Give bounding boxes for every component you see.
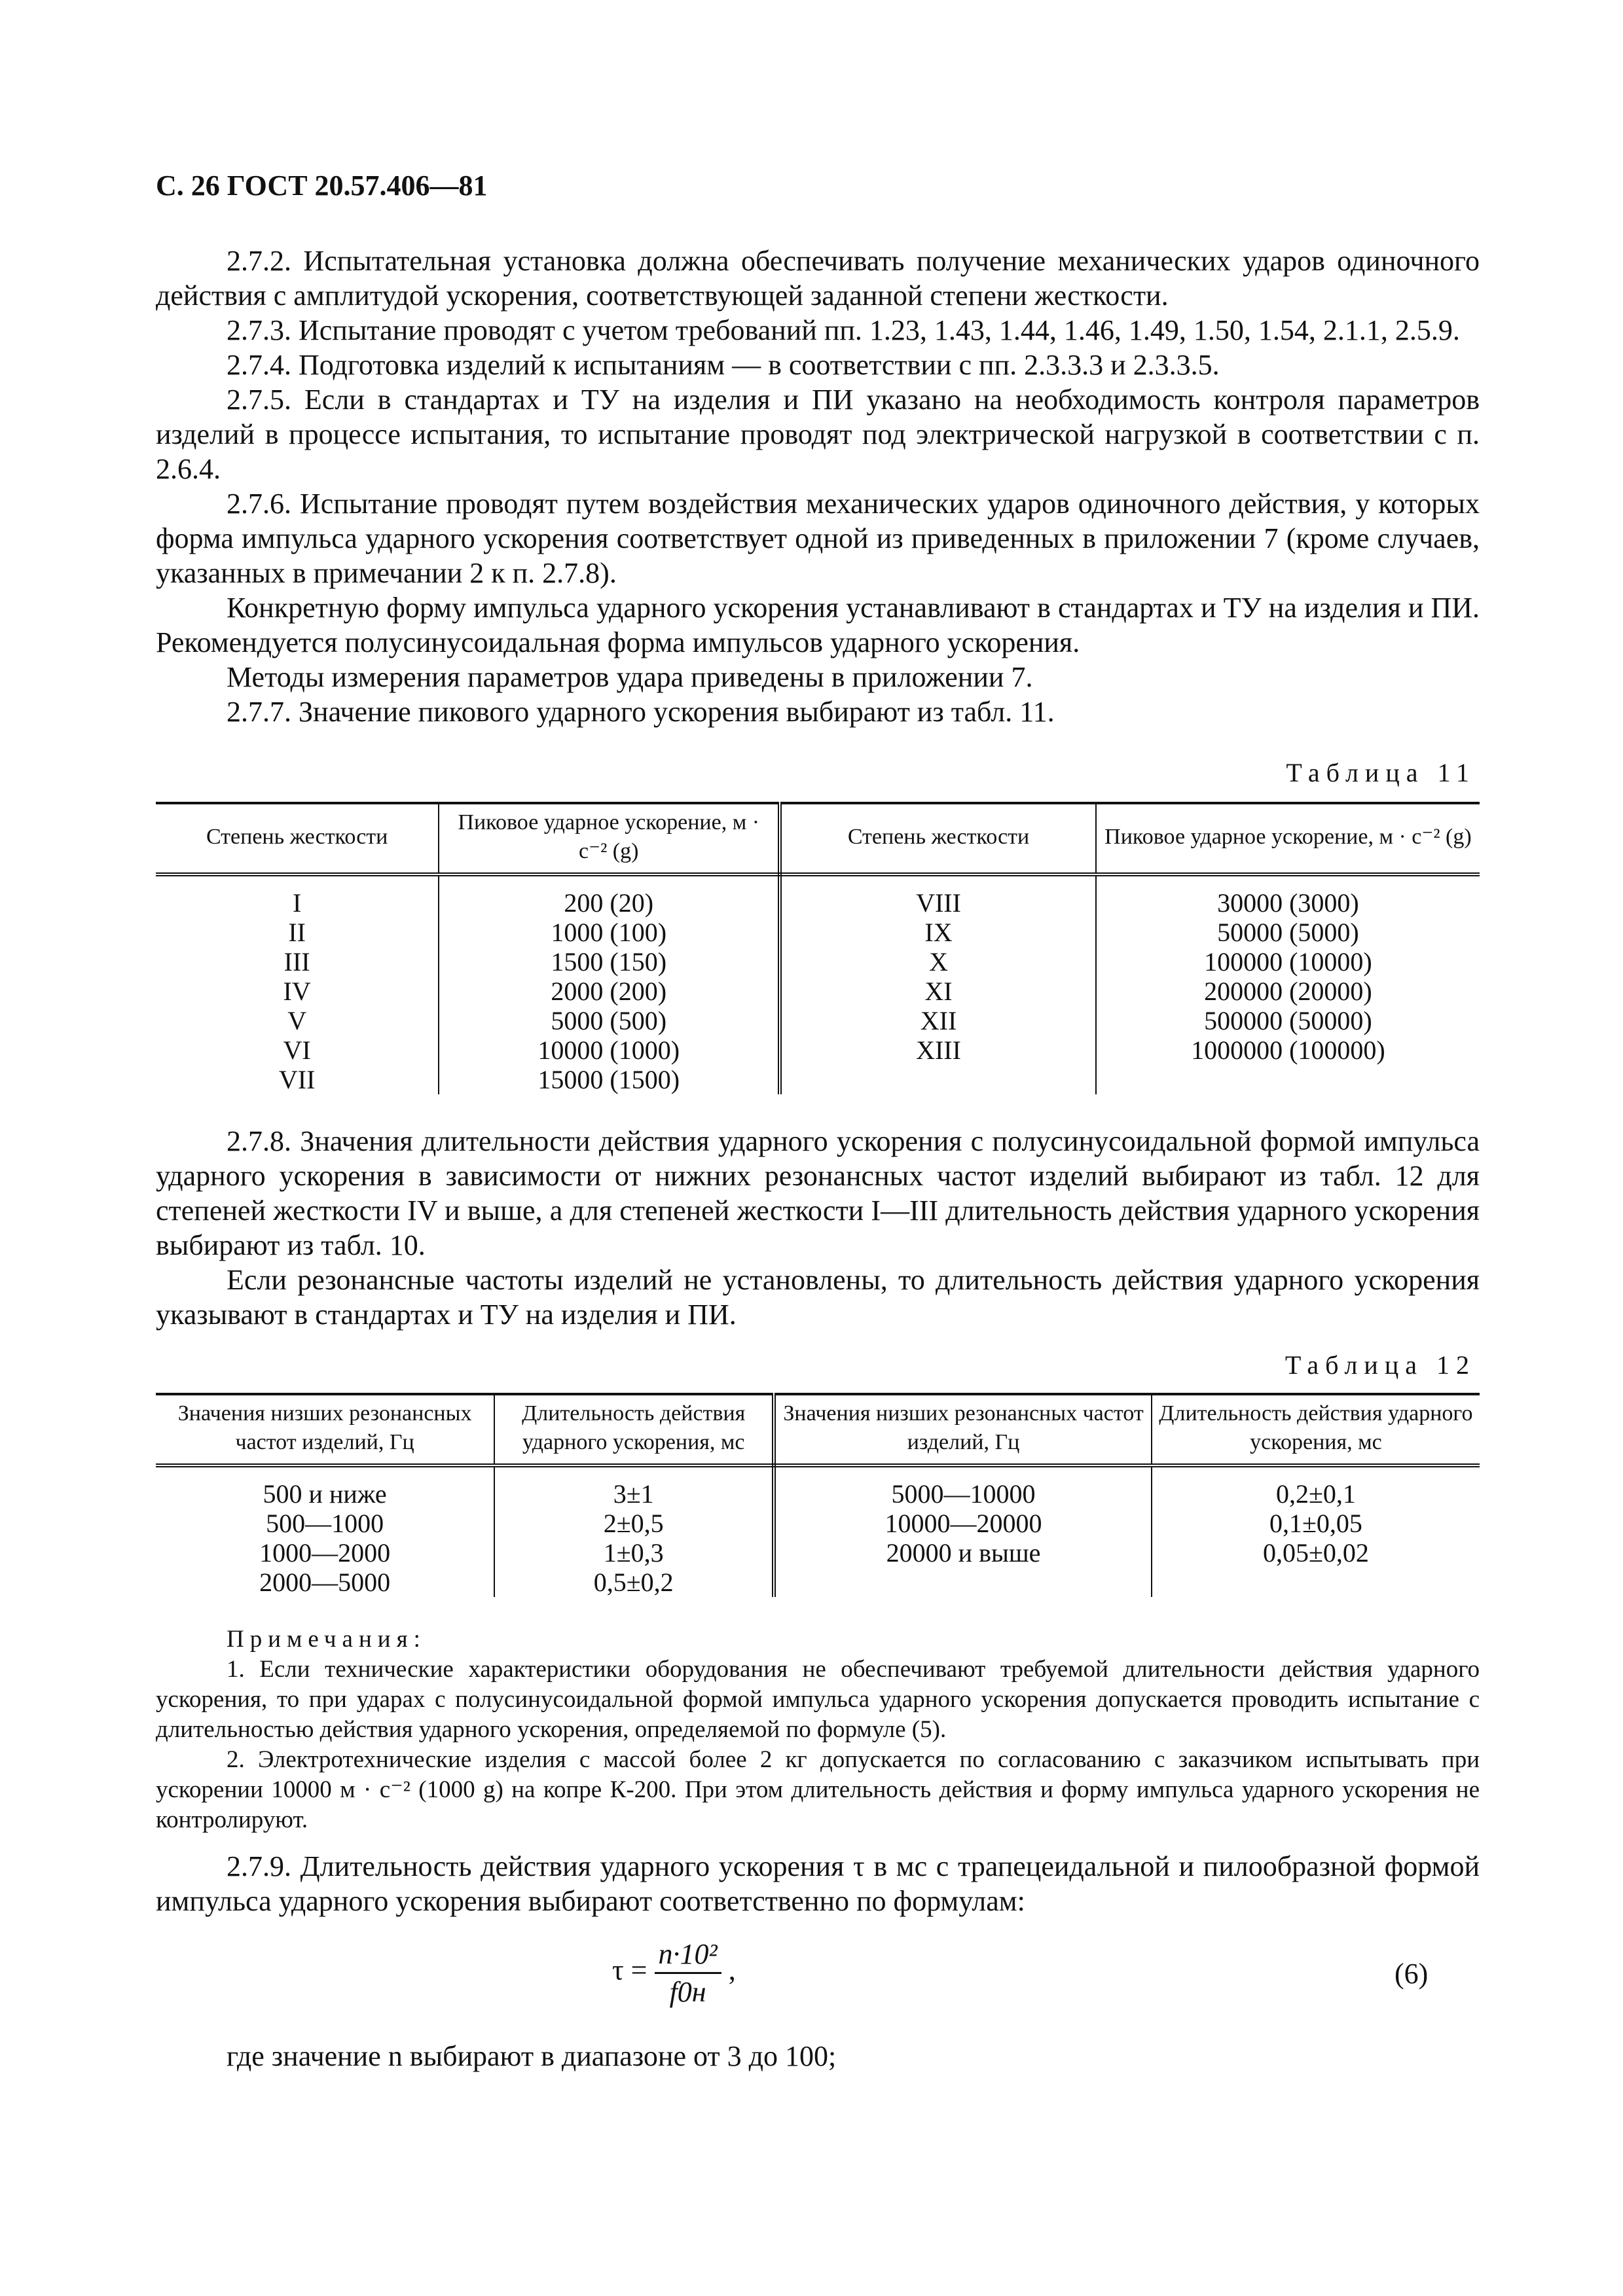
table-row — [156, 977, 1480, 1006]
table-row — [156, 1006, 1480, 1035]
paragraph-resonance: Если резонансные частоты изделий не установлены, то длительность действия ударного ускорения указывают в стандартах и ТУ на изделия и ПИ. — [156, 1264, 1480, 1331]
table12-header-freq-right: Значения низших резонансных частот изделий, Гц — [774, 1394, 1152, 1465]
table-cell: IX — [780, 918, 1096, 947]
formula-lhs: τ = — [612, 1954, 647, 1986]
table12-header-freq-left: Значения низших резонансных частот изделий, Гц — [156, 1394, 494, 1465]
section-text-2-7-9 — [156, 1849, 1480, 1918]
formula-fraction — [655, 1937, 721, 2009]
table-cell: VIII — [780, 874, 1096, 918]
table-row — [156, 1568, 1480, 1597]
table-cell: 1000—2000 — [156, 1538, 494, 1568]
notes-block — [156, 1624, 1480, 1835]
formula-6 — [612, 1937, 736, 2009]
table-cell: 10000 (1000) — [439, 1035, 780, 1065]
table-cell: 2±0,5 — [494, 1509, 774, 1538]
table12-header-duration-right: Длительность действия ударного ускорения, мс — [1152, 1394, 1480, 1465]
table-cell: V — [156, 1006, 439, 1035]
table-cell: 0,2±0,1 — [1275, 1479, 1356, 1509]
table-cell: 200000 (20000) — [1204, 977, 1372, 1006]
table-cell: XIII — [780, 1035, 1096, 1065]
note-2: 2. Электротехнические изделия с массой более 2 кг допускается по согласованию с заказчиком испытывать при ускорении 10000 м · с⁻² (1000 g) на копре К-200. При этом длительность действия и форму импульса ударного ускорения не контролируют. — [156, 1746, 1480, 1833]
table12-header-duration-left: Длительность действия ударного ускорения, мс — [494, 1394, 774, 1465]
table-cell: 500 и ниже — [156, 1465, 494, 1509]
table-cell: 3±1 — [494, 1465, 774, 1509]
table-row — [156, 947, 1480, 977]
table-cell: III — [156, 947, 439, 977]
table-cell — [1152, 1568, 1480, 1597]
table-cell: I — [156, 874, 439, 918]
table-cell: 0,1±0,05 — [1269, 1509, 1362, 1538]
table-cell: 100000 (10000) — [1204, 947, 1372, 977]
paragraph-2-7-7: 2.7.7. Значение пикового ударного ускорения выбирают из табл. 11. — [227, 696, 1055, 728]
paragraph-2-7-6: 2.7.6. Испытание проводят путем воздействия механических ударов одиночного действия, у которых форма импульса ударного ускорения соответствует одной из приведенных в приложении 7 (кроме случаев, указанных в примечании 2 к п. 2.7.8). — [156, 488, 1480, 589]
table-cell: 50000 (5000) — [1217, 918, 1359, 947]
paragraph-2-7-5: 2.7.5. Если в стандартах и ТУ на изделия и ПИ указано на необходимость контроля параметров изделий в процессе испытания, то испытание проводят под электрической нагрузкой в соответствии с п. 2.6.4. — [156, 384, 1480, 485]
formula-number: (6) — [1395, 1958, 1429, 1990]
table-cell: 2000—5000 — [156, 1568, 494, 1597]
table-cell: XII — [780, 1006, 1096, 1035]
table-cell: VI — [156, 1035, 439, 1065]
paragraph-methods: Методы измерения параметров удара приведены в приложении 7. — [227, 661, 1033, 693]
table-cell: 500000 (50000) — [1204, 1006, 1372, 1035]
table11-caption: Таблица 11 — [1286, 758, 1476, 787]
table11 — [156, 802, 1480, 1094]
table-cell: 20000 и выше — [774, 1538, 1152, 1568]
paragraph-2-7-8: 2.7.8. Значения длительности действия ударного ускорения с полусинусоидальной формой импульса ударного ускорения в зависимости от нижних резонансных частот изделий выбирают из табл. 12 для степеней жесткости IV и выше, а для степеней жесткости I—III длительность действия ударного ускорения выбирают из табл. 10. — [156, 1125, 1480, 1261]
table-row — [156, 1509, 1480, 1538]
table12-caption: Таблица 12 — [1285, 1350, 1476, 1380]
table12 — [156, 1393, 1480, 1597]
where-text-block — [227, 2039, 1470, 2073]
table-cell: 0,5±0,2 — [494, 1568, 774, 1597]
table-cell: 500—1000 — [156, 1509, 494, 1538]
table11-header-accel-left: Пиковое ударное ускорение, м · с⁻² (g) — [439, 803, 780, 874]
table-row — [156, 1035, 1480, 1065]
table-cell — [774, 1568, 1152, 1597]
where-text: где значение n выбирают в диапазоне от 3 до 100; — [227, 2040, 837, 2072]
table-cell — [1096, 1065, 1480, 1094]
table-cell: X — [780, 947, 1096, 977]
table-cell: 2000 (200) — [439, 977, 780, 1006]
formula-trail: , — [728, 1954, 736, 1986]
table-row — [156, 1065, 1480, 1094]
table11-header-degree-right: Степень жесткости — [780, 803, 1096, 874]
table-cell: XI — [780, 977, 1096, 1006]
page-header: С. 26 ГОСТ 20.57.406—81 — [156, 170, 488, 202]
table-row — [156, 1538, 1480, 1568]
table-cell: 0,05±0,02 — [1262, 1538, 1369, 1568]
notes-title: Примечания: — [227, 1626, 426, 1653]
section-text-top — [156, 243, 1480, 729]
note-1: 1. Если технические характеристики оборудования не обеспечивают требуемой длительности действия ударного ускорения, то при ударах с полусинусоидальной формой импульса ударного ускорения допускается проводить испытание с длительностью действия ударного ускорения, определяемой по формуле (5). — [156, 1656, 1480, 1743]
table-row — [156, 874, 1480, 918]
paragraph-form: Конкретную форму импульса ударного ускорения устанавливают в стандартах и ТУ на изделия и ПИ. Рекомендуется полусинусоидальная форма импульсов ударного ускорения. — [156, 592, 1480, 658]
table-cell — [780, 1065, 1096, 1094]
table-cell: 1±0,3 — [494, 1538, 774, 1568]
table-cell: 1000000 (100000) — [1191, 1035, 1385, 1065]
table-cell: 15000 (1500) — [439, 1065, 780, 1094]
table-cell: II — [156, 918, 439, 947]
paragraph-2-7-9: 2.7.9. Длительность действия ударного ускорения τ в мс с трапецеидальной и пилообразной формой импульса ударного ускорения выбирают соответственно по формулам: — [156, 1850, 1480, 1917]
table-cell: VII — [156, 1065, 439, 1094]
paragraph-2-7-2: 2.7.2. Испытательная установка должна обеспечивать получение механических ударов одиночного действия с амплитудой ускорения, соответствующей заданной степени жесткости. — [156, 245, 1480, 312]
table-cell: 5000 (500) — [439, 1006, 780, 1035]
paragraph-2-7-4: 2.7.4. Подготовка изделий к испытаниям — в соответствии с пп. 2.3.3.3 и 2.3.3.5. — [227, 349, 1220, 381]
table-cell: 200 (20) — [439, 874, 780, 918]
table-cell: 1500 (150) — [439, 947, 780, 977]
table-row — [156, 1465, 1480, 1509]
formula-numerator: n·10² — [655, 1937, 721, 1974]
table11-header-degree-left: Степень жесткости — [156, 803, 439, 874]
table-row — [156, 918, 1480, 947]
section-text-mid — [156, 1124, 1480, 1332]
paragraph-2-7-3: 2.7.3. Испытание проводят с учетом требований пп. 1.23, 1.43, 1.44, 1.46, 1.49, 1.50, 1.54, 2.1.1, 2.5.9. — [227, 314, 1460, 346]
table-cell: 1000 (100) — [439, 918, 780, 947]
table-cell: 5000—10000 — [774, 1465, 1152, 1509]
formula-denominator: f0н — [669, 1976, 706, 2008]
table-cell: IV — [156, 977, 439, 1006]
table11-header-accel-right: Пиковое ударное ускорение, м · с⁻² (g) — [1096, 803, 1480, 874]
table-cell: 10000—20000 — [774, 1509, 1152, 1538]
table-cell: 30000 (3000) — [1217, 888, 1359, 918]
